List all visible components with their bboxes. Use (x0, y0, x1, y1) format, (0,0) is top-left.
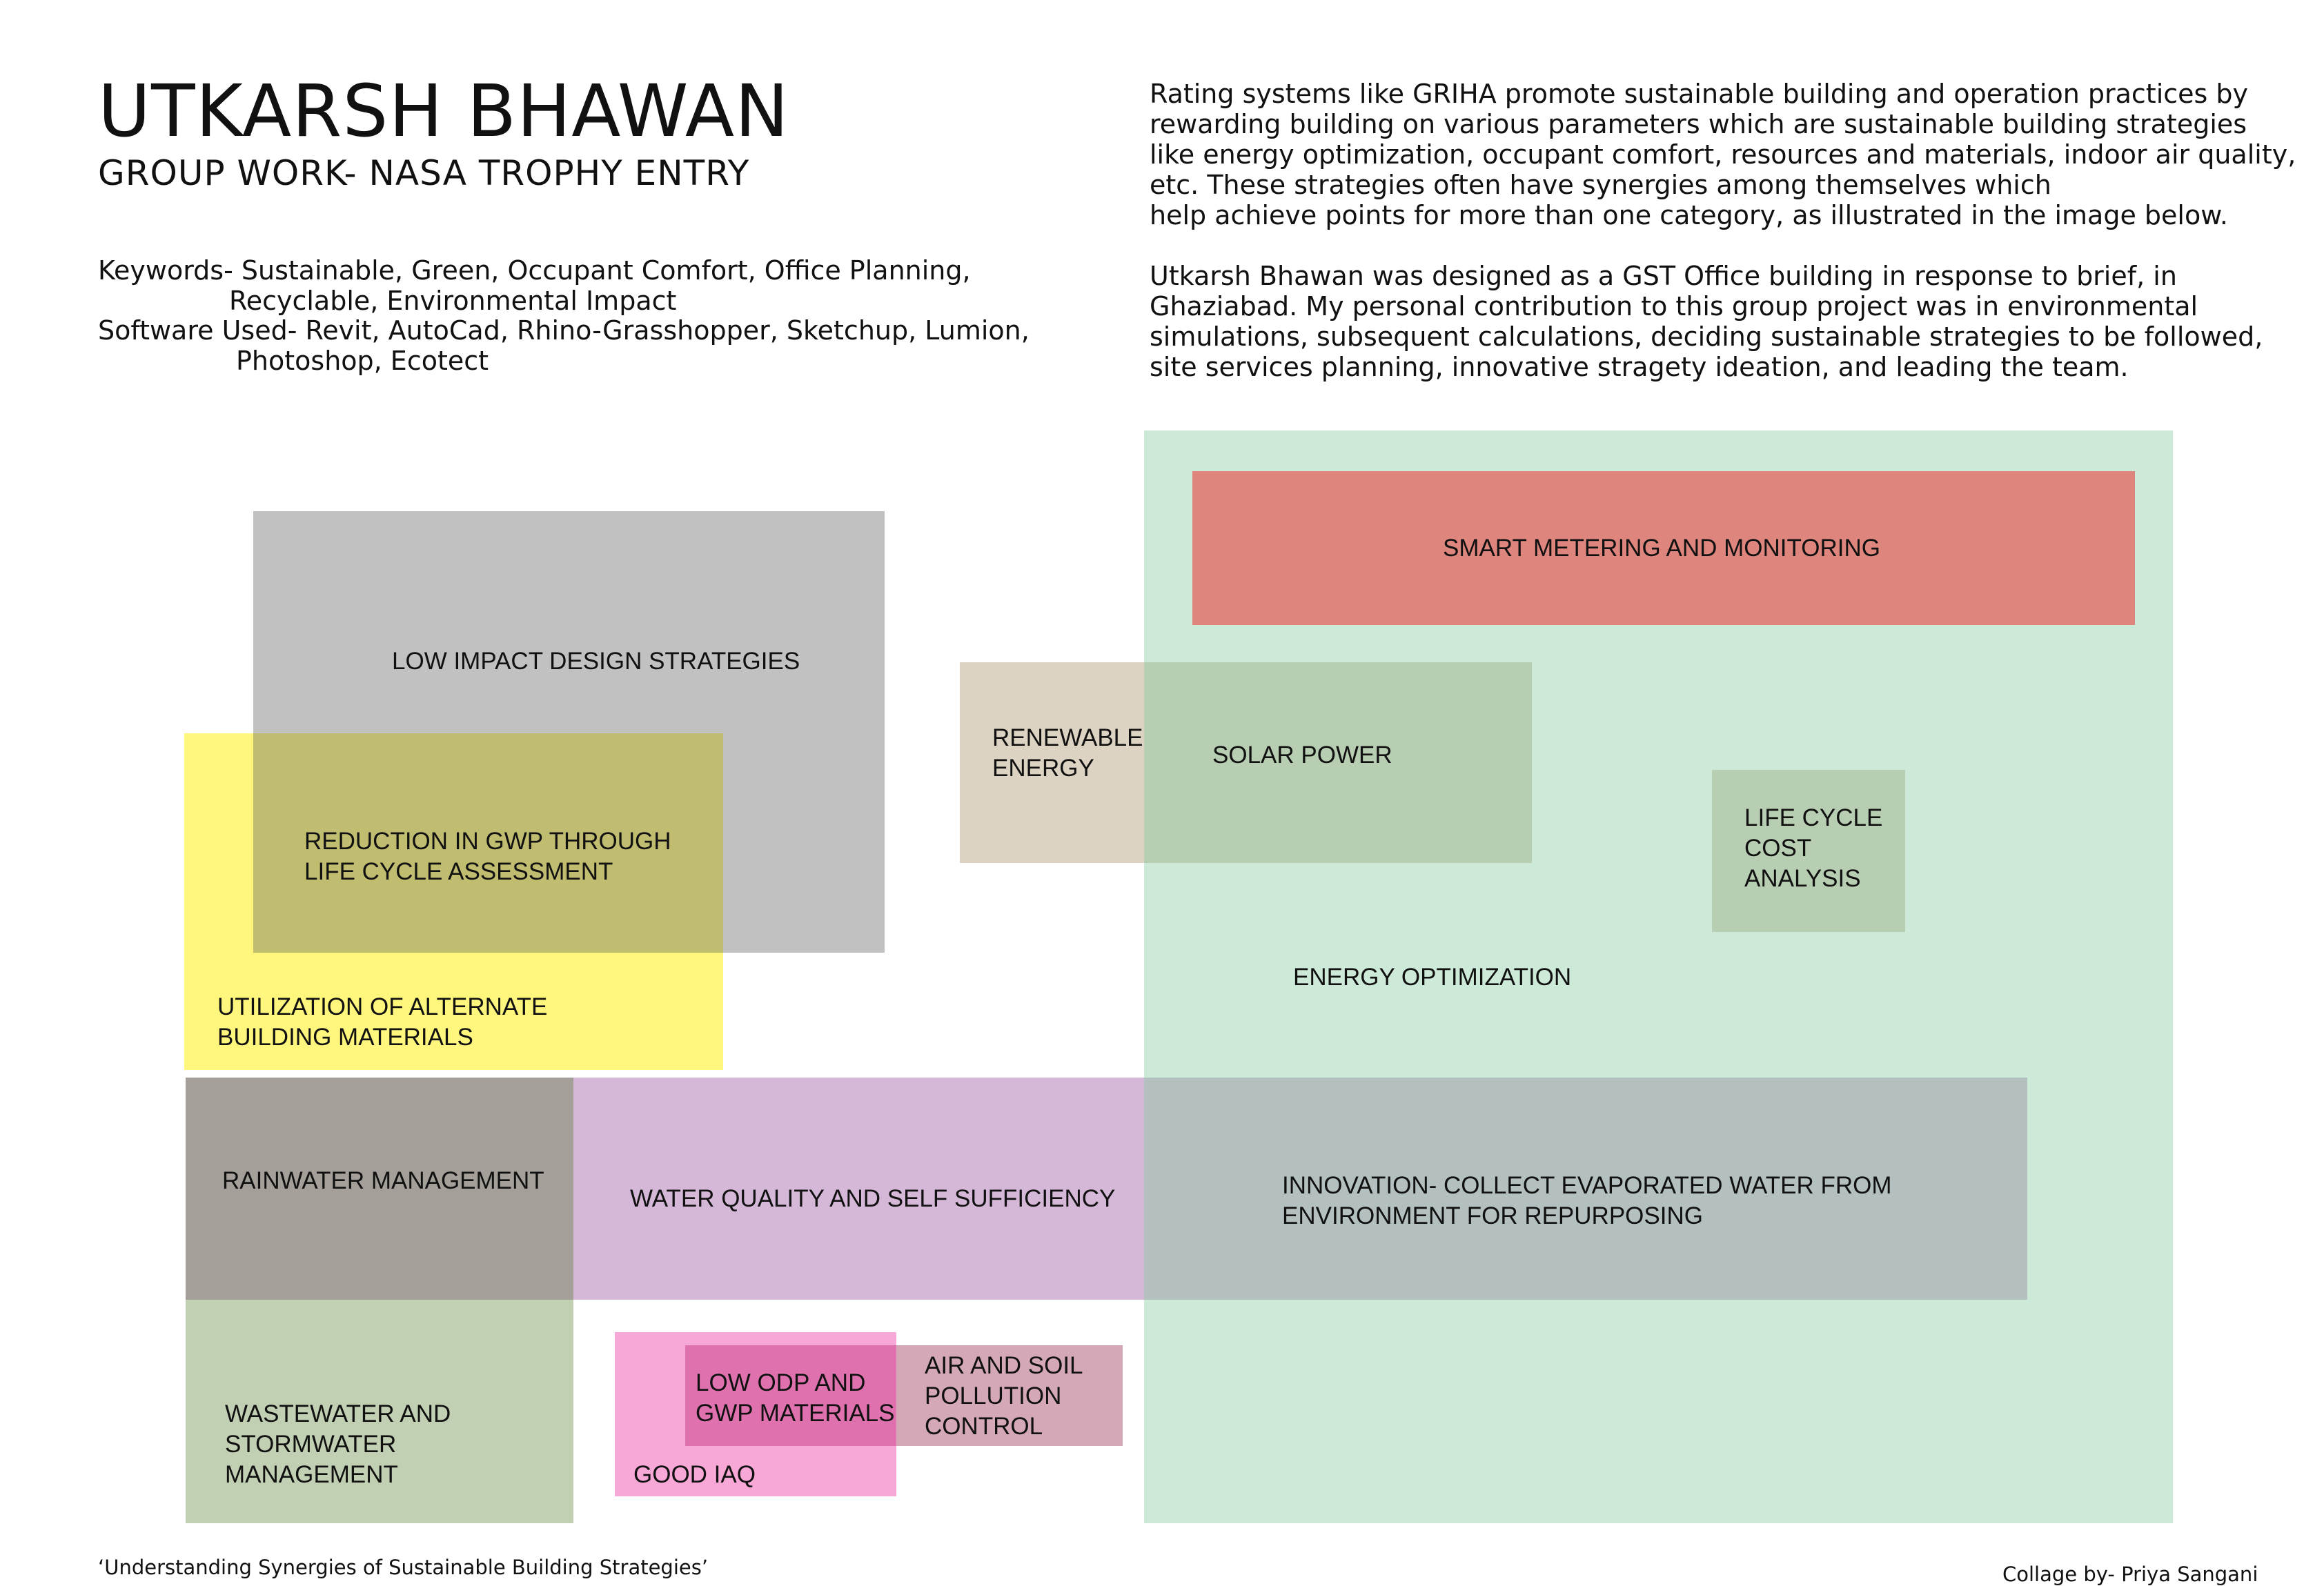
label-line: ENERGY (992, 755, 1094, 782)
description-line: simulations, subsequent calculations, deciding sustainable strategies to be followed, (1150, 321, 2263, 352)
description-line: Utkarsh Bhawan was designed as a GST Office building in response to brief, in (1150, 261, 2177, 291)
description-line: etc. These strategies often have synergies among themselves which (1150, 170, 2051, 200)
label-line: LIFE CYCLE (1744, 804, 1883, 831)
software-line-2: Photoshop, Ecotect (236, 346, 489, 376)
renewable-energy-label (992, 723, 1143, 784)
page-title: UTKARSH BHAWAN (98, 69, 789, 153)
label-line: INNOVATION- COLLECT EVAPORATED WATER FROM (1282, 1172, 1892, 1199)
gwp-reduction-label (304, 826, 671, 887)
label-line: RENEWABLE (992, 724, 1143, 751)
page-subtitle: GROUP WORK- NASA TROPHY ENTRY (98, 153, 750, 193)
label-line: STORMWATER (225, 1431, 397, 1458)
description-line: site services planning, innovative stragety ideation, and leading the team. (1150, 352, 2129, 382)
label-line: AIR AND SOIL (925, 1352, 1083, 1379)
label-line: GWP MATERIALS (696, 1400, 895, 1427)
keywords-line-1: Keywords- Sustainable, Green, Occupant Comfort, Office Planning, (98, 255, 971, 286)
description-line: Rating systems like GRIHA promote sustainable building and operation practices by (1150, 79, 2249, 109)
life-cycle-cost-label (1744, 803, 1882, 894)
alternate-materials-label (217, 992, 547, 1053)
description-line: Ghaziabad. My personal contribution to this group project was in environmental (1150, 291, 2198, 321)
good-iaq-label: GOOD IAQ (633, 1461, 756, 1488)
description-line: help achieve points for more than one category, as illustrated in the image below. (1150, 200, 2228, 230)
wastewater-label (225, 1399, 451, 1490)
software-line-1: Software Used- Revit, AutoCad, Rhino-Grasshopper, Sketchup, Lumion, (98, 315, 1030, 346)
low-impact-label: LOW IMPACT DESIGN STRATEGIES (392, 648, 800, 675)
label-line: WASTEWATER AND (225, 1400, 451, 1427)
innovation-label (1282, 1171, 1892, 1231)
label-line: BUILDING MATERIALS (217, 1024, 473, 1051)
caption: ‘Understanding Synergies of Sustainable Building Strategies’ (98, 1556, 709, 1579)
label-line: CONTROL (925, 1413, 1043, 1440)
smart-metering-label: SMART METERING AND MONITORING (1443, 535, 1880, 562)
description-line: like energy optimization, occupant comfort, resources and materials, indoor air quality, (1150, 139, 2296, 170)
label-line: REDUCTION IN GWP THROUGH (304, 828, 671, 855)
solar-power-label: SOLAR POWER (1212, 742, 1392, 769)
label-line: ANALYSIS (1744, 865, 1861, 892)
description-line: rewarding building on various parameters which are sustainable building strategies (1150, 109, 2247, 139)
keywords-line-2: Recyclable, Environmental Impact (229, 286, 677, 316)
label-line: MANAGEMENT (225, 1461, 398, 1488)
water-quality-label: WATER QUALITY AND SELF SUFFICIENCY (630, 1185, 1116, 1212)
label-line: ENVIRONMENT FOR REPURPOSING (1282, 1202, 1703, 1229)
low-odp-label (696, 1368, 894, 1429)
energy-optimization-label: ENERGY OPTIMIZATION (1293, 964, 1572, 991)
label-line: LOW ODP AND (696, 1369, 866, 1396)
credit: Collage by- Priya Sangani (2002, 1563, 2258, 1586)
label-line: POLLUTION (925, 1382, 1062, 1409)
label-line: COST (1744, 835, 1812, 862)
air-soil-label (925, 1351, 1083, 1442)
rainwater-label: RAINWATER MANAGEMENT (222, 1167, 544, 1194)
label-line: UTILIZATION OF ALTERNATE (217, 993, 548, 1020)
label-line: LIFE CYCLE ASSESSMENT (304, 858, 613, 885)
